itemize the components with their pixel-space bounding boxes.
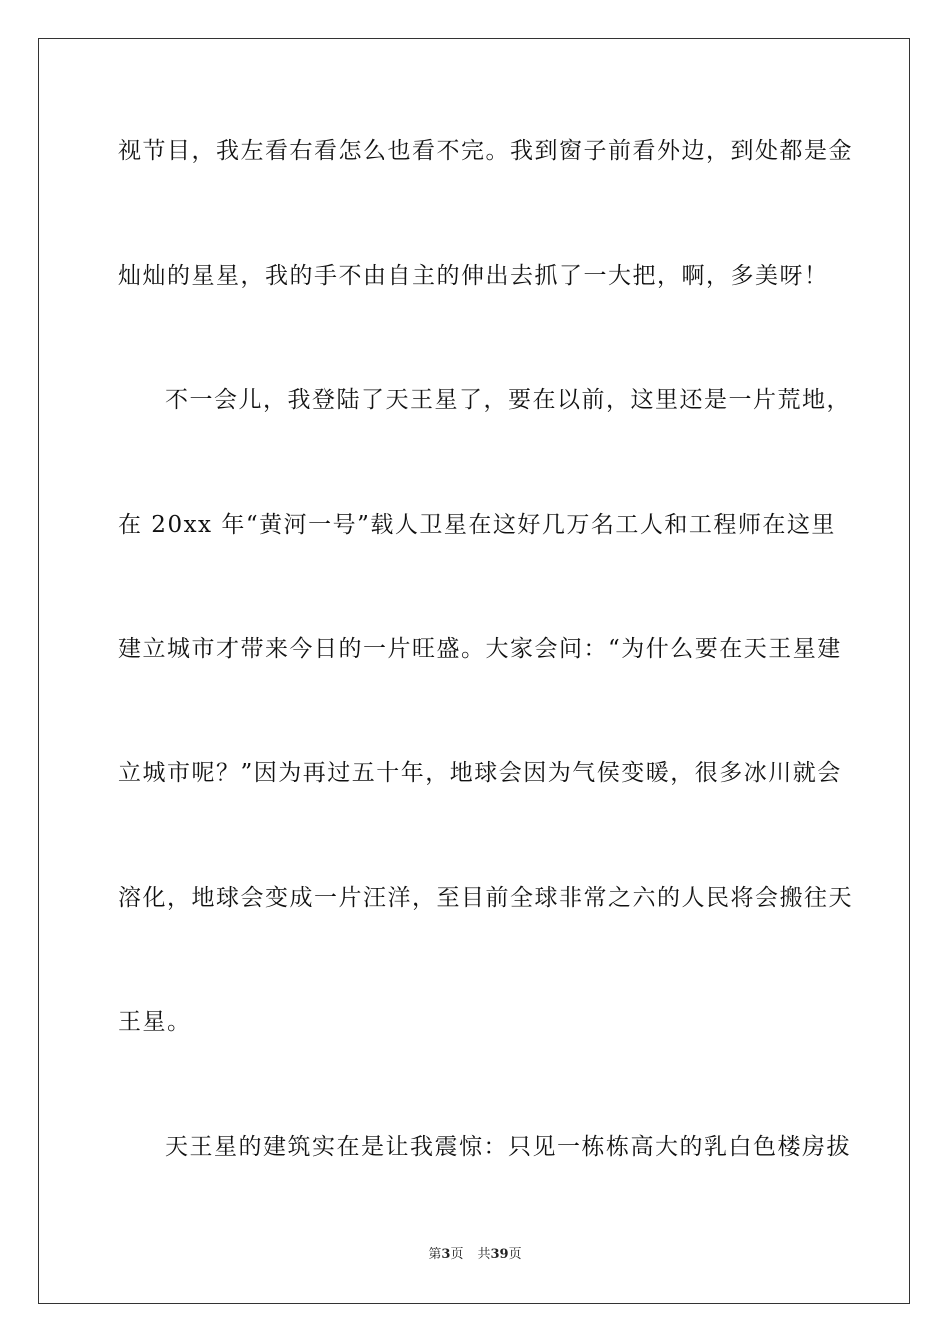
footer-page-number: 3 <box>441 1247 451 1262</box>
body-line-6: 立城市呢？”因为再过五十年，地球会因为气侯变暖，很多冰川就会 <box>118 760 842 786</box>
body-line-5: 建立城市才带来今日的一片旺盛。大家会问：“为什么要在天王星建 <box>118 636 842 662</box>
body-line-7: 溶化，地球会变成一片汪洋，至目前全球非常之六的人民将会搬往天 <box>118 885 853 911</box>
body-line-4: 在 20xx 年“黄河一号”载人卫星在这好几万名工人和工程师在这里 <box>118 512 836 538</box>
footer-total-pages: 39 <box>490 1247 509 1262</box>
body-line-9-paragraph-start: 天王星的建筑实在是让我震惊：只见一栋栋高大的乳白色楼房拔 <box>165 1134 851 1160</box>
body-line-3-paragraph-start: 不一会儿，我登陆了天王星了，要在以前，这里还是一片荒地， <box>165 387 851 413</box>
body-line-8: 王星。 <box>118 1009 192 1035</box>
footer-page-prefix: 第 <box>428 1247 442 1262</box>
footer-total-prefix: 共 <box>477 1247 491 1262</box>
page-border <box>38 38 910 1304</box>
body-line-1: 视节目，我左看右看怎么也看不完。我到窗子前看外边，到处都是金 <box>118 138 853 164</box>
footer-total-suffix: 页 <box>508 1247 522 1262</box>
page-footer <box>0 1247 950 1263</box>
footer-page-suffix: 页 <box>450 1247 464 1262</box>
body-line-2: 灿灿的星星，我的手不由自主的伸出去抓了一大把，啊，多美呀！ <box>118 263 829 289</box>
